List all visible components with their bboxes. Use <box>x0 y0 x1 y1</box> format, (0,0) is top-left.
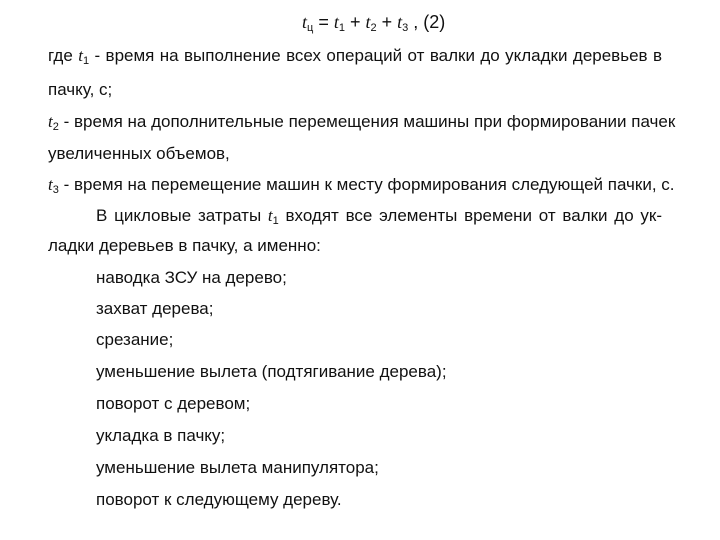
definition-t1-line-2: пачку, с; <box>48 80 113 99</box>
formula <box>302 12 445 32</box>
list-item: поворот к следующему дереву. <box>96 490 342 509</box>
formula-lhs: t <box>302 12 308 32</box>
formula-plus-2: + <box>376 12 398 32</box>
formula-plus-1: + <box>344 12 366 32</box>
definition-t1-symbol: t <box>78 46 83 65</box>
formula-number: , (2) <box>408 12 446 32</box>
list-item: захват дерева; <box>96 299 214 318</box>
definition-t2-text: - время на дополнительные перемещения машины при формировании пачек <box>58 112 676 131</box>
paragraph-line-1 <box>96 206 662 226</box>
definition-t2-sub: 2 <box>52 121 59 133</box>
definition-t3-text: - время на перемещение машин к месту формирования следующей пачки, с. <box>58 175 675 194</box>
formula-lhs-sub: ц <box>307 22 314 34</box>
formula-equals: = <box>313 12 334 32</box>
definition-t2-line-1 <box>48 112 676 133</box>
where-prefix: где <box>48 46 79 65</box>
definition-t3-line <box>48 175 675 196</box>
paragraph-line-2: ладки деревьев в пачку, а именно: <box>48 236 321 255</box>
definition-t1-sub: 1 <box>82 55 90 67</box>
definition-t3-sub: 3 <box>52 184 59 196</box>
list-item: наводка ЗСУ на дерево; <box>96 268 287 287</box>
list-item: уменьшение вылета манипулятора; <box>96 458 379 477</box>
list-item: срезание; <box>96 330 174 349</box>
paragraph-text-b: входят все элементы времени от валки до ук- <box>278 206 663 225</box>
paragraph-symbol: t <box>267 206 273 225</box>
definition-t1-line-1 <box>48 46 662 66</box>
formula-t1: t <box>333 12 339 32</box>
definition-t2-symbol: t <box>48 112 53 131</box>
formula-t2: t <box>365 12 371 32</box>
definition-t3-symbol: t <box>48 175 53 194</box>
list-item: укладка в пачку; <box>96 426 226 445</box>
paragraph-text-a: В цикловые затраты <box>96 206 268 225</box>
list-item: уменьшение вылета (подтягивание дерева); <box>96 362 447 381</box>
paragraph-symbol-sub: 1 <box>272 215 279 227</box>
definition-t2-line-2: увеличенных объемов, <box>48 144 230 163</box>
formula-t1-sub: 1 <box>338 22 345 34</box>
formula-t3: t <box>397 12 403 32</box>
formula-t3-sub: 3 <box>402 22 409 34</box>
definition-t1-text: - время на выполнение всех операций от валки до укладки деревьев в <box>89 46 662 65</box>
list-item: поворот с деревом; <box>96 394 251 413</box>
formula-t2-sub: 2 <box>370 22 377 34</box>
